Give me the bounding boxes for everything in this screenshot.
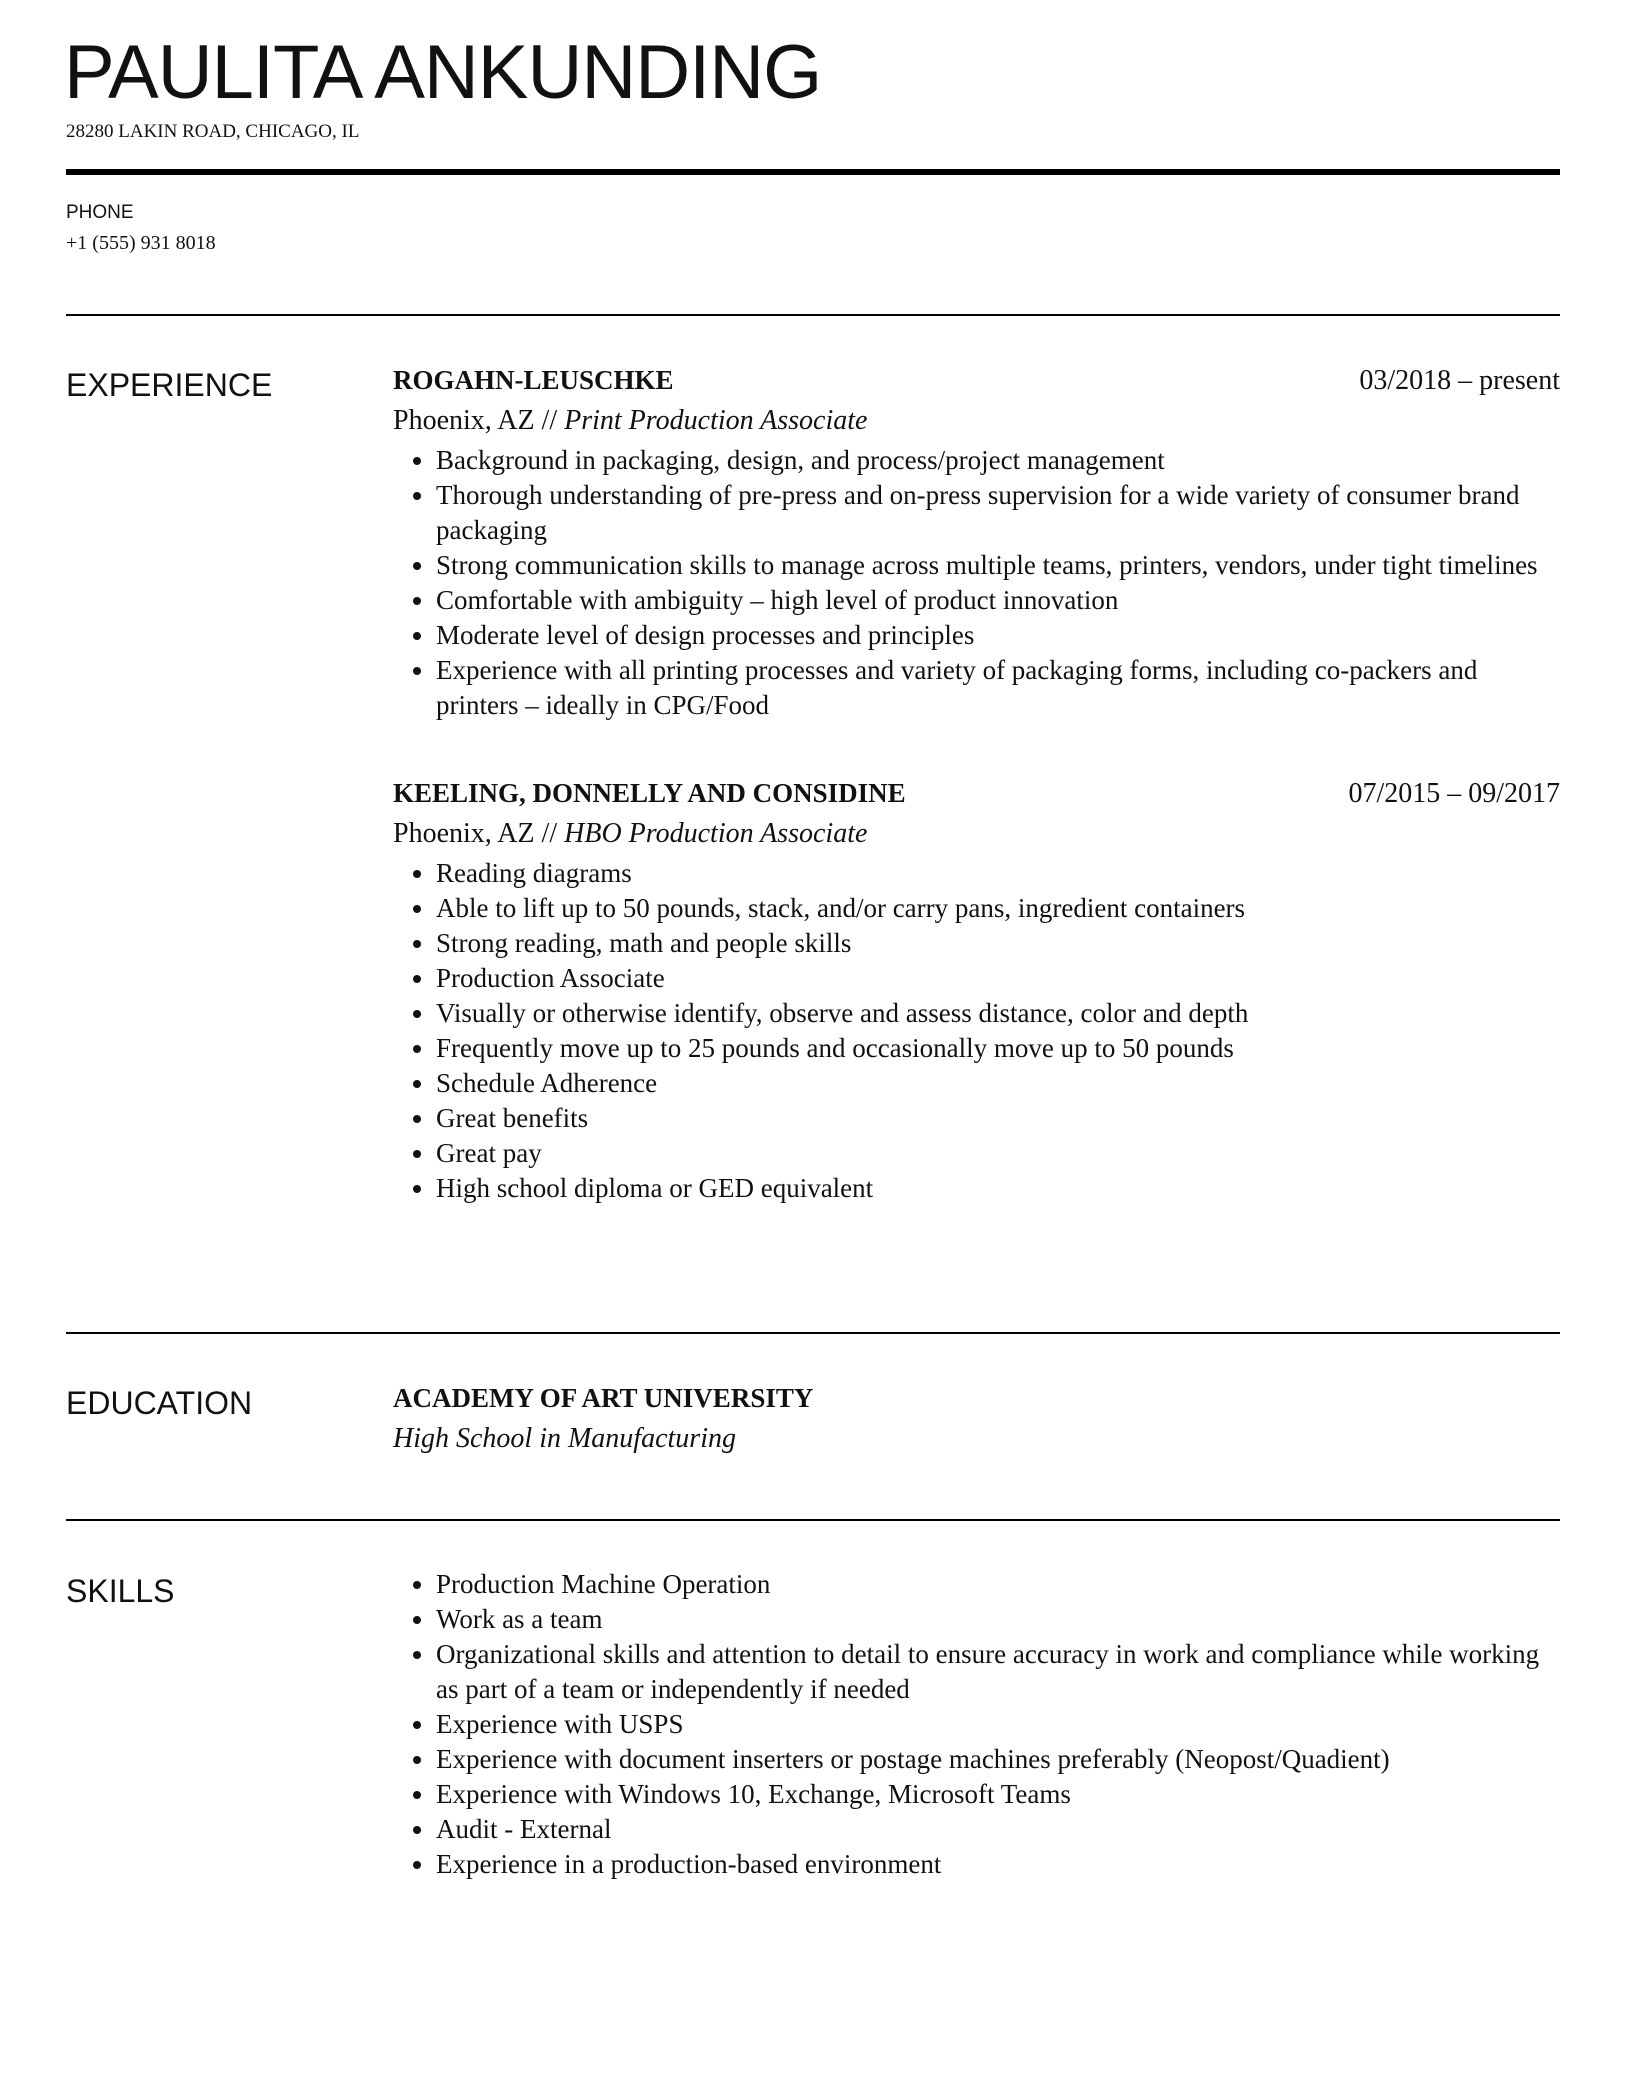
job-location-role bbox=[393, 403, 1560, 438]
list-item: • Comfortable with ambiguity – high level of product innovation bbox=[436, 583, 1560, 618]
phone-label: PHONE bbox=[66, 202, 134, 223]
address: 28280 LAKIN ROAD, CHICAGO, IL bbox=[66, 121, 360, 142]
list-item: • Audit - External bbox=[436, 1812, 1560, 1847]
school-name: ACADEMY OF ART UNIVERSITY bbox=[393, 1383, 814, 1413]
list-item: • Visually or otherwise identify, observe and assess distance, color and depth bbox=[436, 996, 1560, 1031]
company-name: ROGAHN-LEUSCHKE bbox=[393, 365, 674, 395]
company-name: KEELING, DONNELLY AND CONSIDINE bbox=[393, 778, 906, 808]
list-item: • Great pay bbox=[436, 1136, 1560, 1171]
job-bullets bbox=[393, 443, 1560, 723]
job-role: HBO Production Associate bbox=[564, 818, 868, 849]
skills-list bbox=[393, 1567, 1560, 1882]
job-location-role bbox=[393, 816, 1560, 851]
list-item: • Production Machine Operation bbox=[436, 1567, 1560, 1602]
job-location: Phoenix, AZ // bbox=[393, 405, 558, 436]
skills-section bbox=[393, 1562, 1560, 1882]
phone-number: +1 (555) 931 8018 bbox=[66, 232, 216, 254]
degree: High School in Manufacturing bbox=[393, 1423, 736, 1454]
list-item: • Work as a team bbox=[436, 1602, 1560, 1637]
experience-title: EXPERIENCE bbox=[66, 367, 273, 403]
job-location: Phoenix, AZ // bbox=[393, 818, 558, 849]
list-item: • Strong communication skills to manage across multiple teams, printers, vendors, under tight timelines bbox=[436, 548, 1560, 583]
list-item: • Schedule Adherence bbox=[436, 1066, 1560, 1101]
job-bullets bbox=[393, 856, 1560, 1206]
list-item: • Reading diagrams bbox=[436, 856, 1560, 891]
list-item: • Moderate level of design processes and principles bbox=[436, 618, 1560, 653]
job-dates: 03/2018 – present bbox=[1359, 365, 1560, 396]
job-entry bbox=[393, 776, 1560, 1206]
skills-title: SKILLS bbox=[66, 1573, 175, 1609]
education-title: EDUCATION bbox=[66, 1385, 253, 1421]
list-item: • Organizational skills and attention to detail to ensure accuracy in work and compliance while working as part of a team or independently if needed bbox=[436, 1637, 1560, 1707]
list-item: • Experience with document inserters or postage machines preferably (Neopost/Quadient) bbox=[436, 1742, 1560, 1777]
header-divider bbox=[66, 169, 1560, 175]
list-item: • Great benefits bbox=[436, 1101, 1560, 1136]
list-item: • Experience with USPS bbox=[436, 1707, 1560, 1742]
list-item: • Frequently move up to 25 pounds and occasionally move up to 50 pounds bbox=[436, 1031, 1560, 1066]
experience-section bbox=[393, 363, 1560, 1206]
list-item: • Strong reading, math and people skills bbox=[436, 926, 1560, 961]
list-item: • Background in packaging, design, and process/project management bbox=[436, 443, 1560, 478]
job-dates: 07/2015 – 09/2017 bbox=[1348, 778, 1560, 809]
list-item: • Production Associate bbox=[436, 961, 1560, 996]
list-item: • Experience in a production-based environment bbox=[436, 1847, 1560, 1882]
list-item: • Experience with Windows 10, Exchange, Microsoft Teams bbox=[436, 1777, 1560, 1812]
education-section bbox=[393, 1381, 1560, 1456]
list-item: • High school diploma or GED equivalent bbox=[436, 1171, 1560, 1206]
list-item: • Thorough understanding of pre-press and on-press supervision for a wide variety of consumer brand packaging bbox=[436, 478, 1560, 548]
section-divider bbox=[66, 1519, 1560, 1521]
list-item: • Able to lift up to 50 pounds, stack, and/or carry pans, ingredient containers bbox=[436, 891, 1560, 926]
job-entry bbox=[393, 363, 1560, 723]
list-item: • Experience with all printing processes and variety of packaging forms, including co-packers and printers – ideally in CPG/Food bbox=[436, 653, 1560, 723]
candidate-name: PAULITA ANKUNDING bbox=[64, 30, 822, 115]
section-divider bbox=[66, 314, 1560, 316]
job-role: Print Production Associate bbox=[564, 405, 868, 436]
section-divider bbox=[66, 1332, 1560, 1334]
